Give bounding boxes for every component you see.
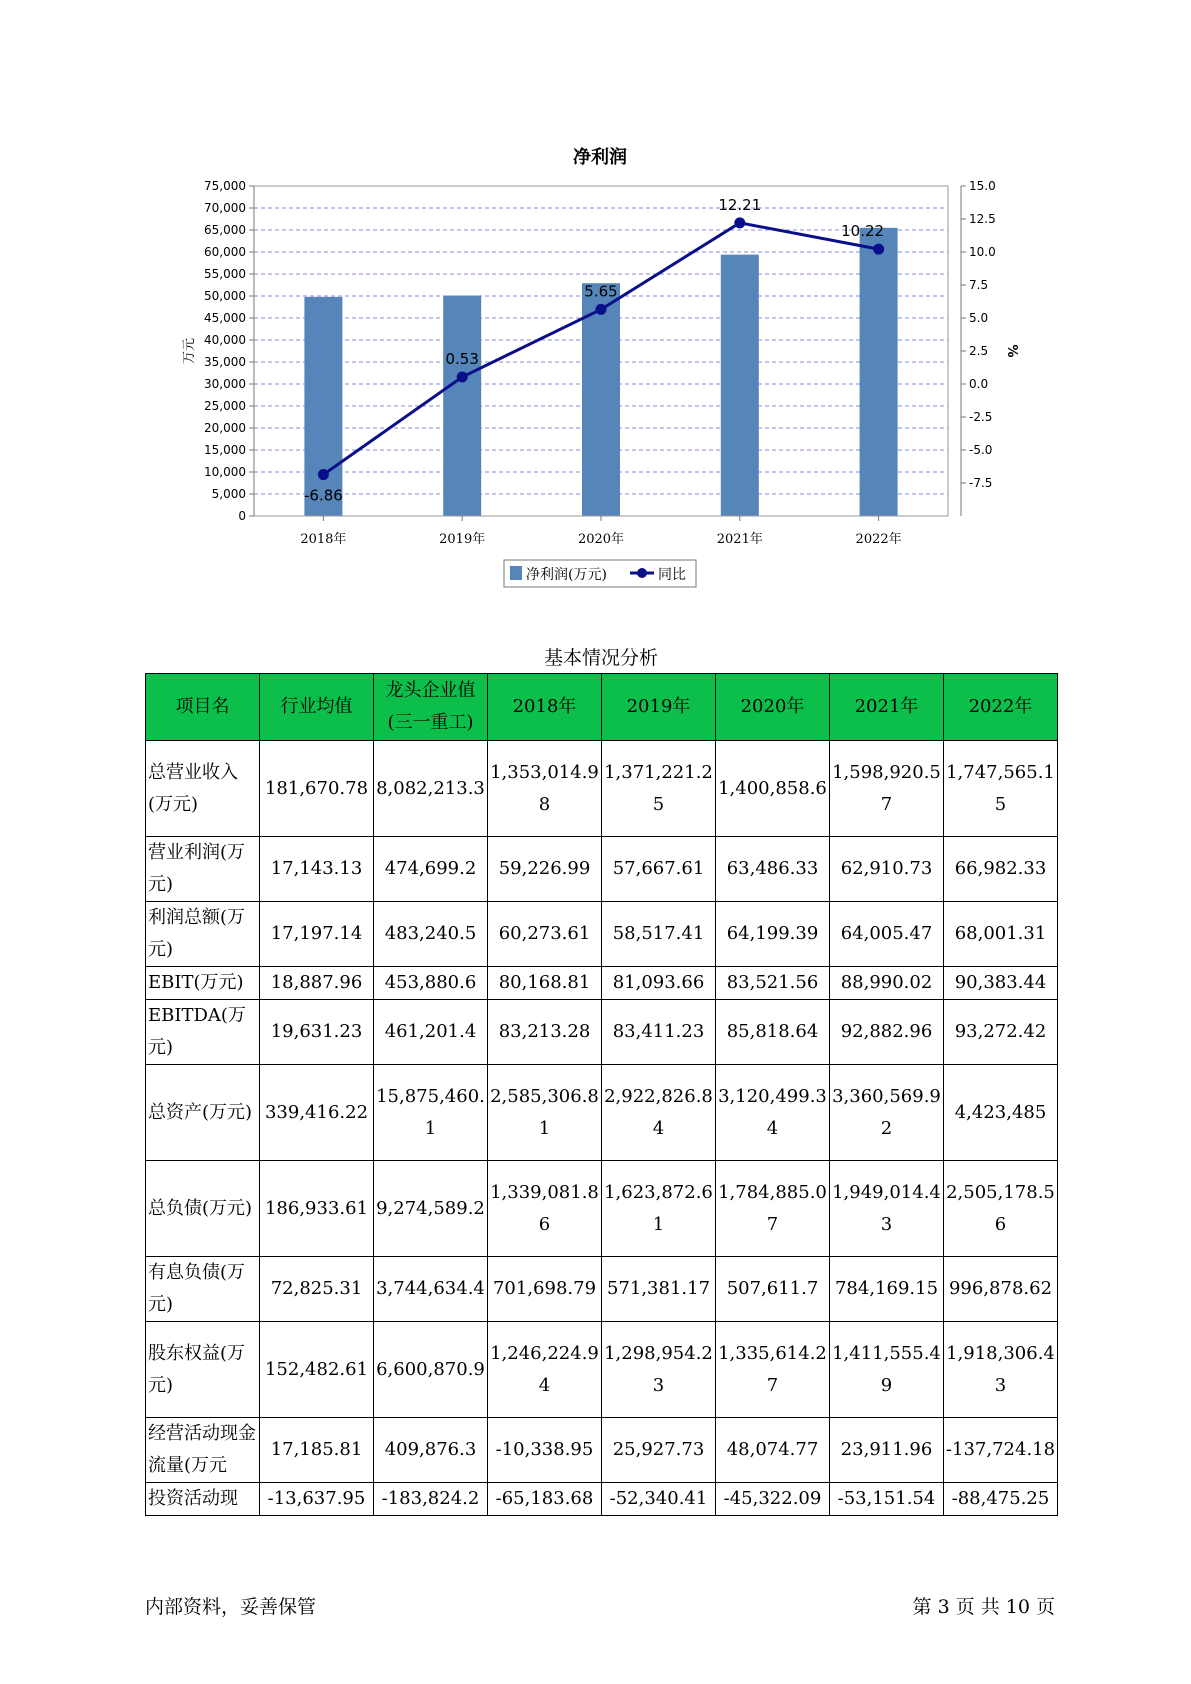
table-cell: 1,246,224.94 <box>488 1322 602 1418</box>
table-cell: 409,876.3 <box>374 1418 488 1483</box>
left-tick-label: 40,000 <box>204 333 246 347</box>
x-tick-label: 2020年 <box>577 532 625 547</box>
table-cell: 1,400,858.6 <box>716 741 830 837</box>
table-cell: 3,360,569.92 <box>830 1065 944 1161</box>
table-header-row <box>146 674 1058 741</box>
table-cell: 996,878.62 <box>944 1257 1058 1322</box>
table-cell: -183,824.2 <box>374 1483 488 1516</box>
table-cell: 57,667.61 <box>602 837 716 902</box>
table-cell: 181,670.78 <box>260 741 374 837</box>
yoy-point <box>457 372 468 383</box>
net-profit-bar <box>304 297 342 516</box>
row-label: 经营活动现金流量(万元 <box>146 1418 260 1483</box>
analysis-table <box>145 673 1058 1516</box>
table-cell: 1,784,885.07 <box>716 1161 830 1257</box>
right-tick-label: -2.5 <box>969 410 993 424</box>
net-profit-bar <box>582 283 620 516</box>
table-cell: 58,517.41 <box>602 902 716 967</box>
table-cell: 64,199.39 <box>716 902 830 967</box>
table-cell: 59,226.99 <box>488 837 602 902</box>
table-row-total-revenue <box>146 741 1058 837</box>
left-tick-label: 65,000 <box>204 223 246 237</box>
yoy-data-label: 5.65 <box>584 282 618 301</box>
table-cell: 152,482.61 <box>260 1322 374 1418</box>
table-cell: 474,699.2 <box>374 837 488 902</box>
table-cell: 93,272.42 <box>944 1000 1058 1065</box>
table-cell: 85,818.64 <box>716 1000 830 1065</box>
table-cell: 453,880.6 <box>374 967 488 1000</box>
right-tick-label: 0.0 <box>969 377 989 391</box>
table-cell: 92,882.96 <box>830 1000 944 1065</box>
x-tick-label: 2018年 <box>300 532 347 547</box>
table-cell: -13,637.95 <box>260 1483 374 1516</box>
left-tick-label: 25,000 <box>204 399 246 413</box>
table-cell: 1,598,920.57 <box>830 741 944 837</box>
footer-page-number: 第 3 页 共 10 页 <box>912 1596 1055 1618</box>
yoy-point <box>596 304 607 315</box>
table-cell: 2,585,306.81 <box>488 1065 602 1161</box>
table-cell: -65,183.68 <box>488 1483 602 1516</box>
table-row-total-profit <box>146 902 1058 967</box>
net-profit-bar <box>860 228 898 516</box>
table-cell: 3,120,499.34 <box>716 1065 830 1161</box>
left-tick-label: 10,000 <box>204 465 246 479</box>
row-label: 营业利润(万元) <box>146 837 260 902</box>
table-cell: -52,340.41 <box>602 1483 716 1516</box>
table-cell: -10,338.95 <box>488 1418 602 1483</box>
table-cell: 461,201.4 <box>374 1000 488 1065</box>
table-row-operating-cash-flow <box>146 1418 1058 1483</box>
legend-line-label: 同比 <box>658 567 686 583</box>
table-cell: 1,918,306.43 <box>944 1322 1058 1418</box>
table-cell: 1,353,014.98 <box>488 741 602 837</box>
right-tick-label: -7.5 <box>969 476 993 490</box>
table-cell: 80,168.81 <box>488 967 602 1000</box>
table-cell: 15,875,460.1 <box>374 1065 488 1161</box>
table-cell: 63,486.33 <box>716 837 830 902</box>
table-cell: 1,371,221.25 <box>602 741 716 837</box>
yoy-data-label: 12.21 <box>718 195 762 214</box>
left-tick-label: 60,000 <box>204 245 246 259</box>
table-cell: 571,381.17 <box>602 1257 716 1322</box>
table-row-ebitda <box>146 1000 1058 1065</box>
table-cell: -45,322.09 <box>716 1483 830 1516</box>
net-profit-bar <box>443 296 481 516</box>
table-cell: 17,143.13 <box>260 837 374 902</box>
row-label: EBIT(万元) <box>146 967 260 1000</box>
left-tick-label: 75,000 <box>204 179 246 193</box>
table-cell: 48,074.77 <box>716 1418 830 1483</box>
left-tick-label: 15,000 <box>204 443 246 457</box>
row-label: 有息负债(万元) <box>146 1257 260 1322</box>
yoy-point <box>318 469 329 480</box>
table-cell: 19,631.23 <box>260 1000 374 1065</box>
right-tick-label: 2.5 <box>969 344 989 358</box>
table-cell: 62,910.73 <box>830 837 944 902</box>
table-cell: 66,982.33 <box>944 837 1058 902</box>
table-cell: 17,185.81 <box>260 1418 374 1483</box>
right-tick-label: -5.0 <box>969 443 993 457</box>
yoy-data-label: 10.22 <box>841 222 885 241</box>
table-cell: 83,521.56 <box>716 967 830 1000</box>
x-tick-label: 2022年 <box>855 532 902 547</box>
header-leader-value: 龙头企业值(三一重工) <box>374 674 488 741</box>
table-cell: 339,416.22 <box>260 1065 374 1161</box>
legend-bar-swatch <box>510 566 522 580</box>
table-cell: 507,611.7 <box>716 1257 830 1322</box>
legend-line-marker <box>637 568 647 578</box>
table-cell: 72,825.31 <box>260 1257 374 1322</box>
left-tick-label: 35,000 <box>204 355 246 369</box>
legend-bar-label: 净利润(万元) <box>526 567 607 583</box>
right-tick-label: 10.0 <box>969 245 996 259</box>
table-cell: -88,475.25 <box>944 1483 1058 1516</box>
header-2020: 2020年 <box>716 674 830 741</box>
table-row-operating-profit <box>146 837 1058 902</box>
table-cell: 4,423,485 <box>944 1065 1058 1161</box>
table-cell: 1,298,954.23 <box>602 1322 716 1418</box>
table-cell: 25,927.73 <box>602 1418 716 1483</box>
left-tick-label: 50,000 <box>204 289 246 303</box>
bars <box>304 228 897 516</box>
table-cell: 3,744,634.4 <box>374 1257 488 1322</box>
left-tick-label: 5,000 <box>211 487 246 501</box>
left-tick-label: 30,000 <box>204 377 246 391</box>
table-row-interest-bearing-debt <box>146 1257 1058 1322</box>
x-tick-label: 2019年 <box>439 532 486 547</box>
right-tick-label: 12.5 <box>969 212 996 226</box>
left-tick-label: 55,000 <box>204 267 246 281</box>
row-label: EBITDA(万元) <box>146 1000 260 1065</box>
left-tick-label: 70,000 <box>204 201 246 215</box>
table-cell: 90,383.44 <box>944 967 1058 1000</box>
row-label: 总资产(万元) <box>146 1065 260 1161</box>
header-industry-average: 行业均值 <box>260 674 374 741</box>
row-label: 总营业收入(万元) <box>146 741 260 837</box>
footer-confidential: 内部资料，妥善保管 <box>145 1596 317 1618</box>
table-cell: 8,082,213.3 <box>374 741 488 837</box>
right-axis-label: % <box>1004 344 1019 358</box>
legend <box>504 560 696 587</box>
table-cell: 64,005.47 <box>830 902 944 967</box>
x-tick-label: 2021年 <box>716 532 763 547</box>
table-cell: 483,240.5 <box>374 902 488 967</box>
right-tick-label: 7.5 <box>969 278 989 292</box>
table-cell: 1,747,565.15 <box>944 741 1058 837</box>
table-cell: 1,623,872.61 <box>602 1161 716 1257</box>
table-row-investing-cash-flow <box>146 1483 1058 1516</box>
table-cell: 2,505,178.56 <box>944 1161 1058 1257</box>
table-cell: 81,093.66 <box>602 967 716 1000</box>
row-label: 总负债(万元) <box>146 1161 260 1257</box>
header-2018: 2018年 <box>488 674 602 741</box>
table-cell: 9,274,589.2 <box>374 1161 488 1257</box>
table-cell: 186,933.61 <box>260 1161 374 1257</box>
header-item-name: 项目名 <box>146 674 260 741</box>
left-tick-label: 0 <box>238 509 246 523</box>
yoy-data-label: -6.86 <box>303 486 343 505</box>
net-profit-chart <box>0 0 1191 600</box>
table-cell: 17,197.14 <box>260 902 374 967</box>
right-tick-label: 5.0 <box>969 311 989 325</box>
table-cell: 18,887.96 <box>260 967 374 1000</box>
row-label: 股东权益(万元) <box>146 1322 260 1418</box>
net-profit-bar <box>721 255 759 516</box>
table-row-total-liabilities <box>146 1161 1058 1257</box>
table-cell: 1,949,014.43 <box>830 1161 944 1257</box>
table-cell: -53,151.54 <box>830 1483 944 1516</box>
table-row-shareholders-equity <box>146 1322 1058 1418</box>
row-label: 利润总额(万元) <box>146 902 260 967</box>
table-cell: -137,724.18 <box>944 1418 1058 1483</box>
table-row-total-assets <box>146 1065 1058 1161</box>
yoy-data-label: 0.53 <box>445 350 479 369</box>
header-2022: 2022年 <box>944 674 1058 741</box>
table-cell: 2,922,826.84 <box>602 1065 716 1161</box>
table-cell: 83,411.23 <box>602 1000 716 1065</box>
table-cell: 68,001.31 <box>944 902 1058 967</box>
header-2021: 2021年 <box>830 674 944 741</box>
left-tick-label: 45,000 <box>204 311 246 325</box>
yoy-point <box>873 244 884 255</box>
table-cell: 784,169.15 <box>830 1257 944 1322</box>
table-cell: 1,339,081.86 <box>488 1161 602 1257</box>
header-2019: 2019年 <box>602 674 716 741</box>
left-tick-label: 20,000 <box>204 421 246 435</box>
table-cell: 701,698.79 <box>488 1257 602 1322</box>
table-row-ebit <box>146 967 1058 1000</box>
table-caption: 基本情况分析 <box>543 647 658 669</box>
table-cell: 60,273.61 <box>488 902 602 967</box>
row-label: 投资活动现 <box>146 1483 260 1516</box>
yoy-point <box>734 217 745 228</box>
table-cell: 88,990.02 <box>830 967 944 1000</box>
table-cell: 6,600,870.9 <box>374 1322 488 1418</box>
table-cell: 1,335,614.27 <box>716 1322 830 1418</box>
left-axis-label: 万元 <box>182 337 197 365</box>
table-cell: 23,911.96 <box>830 1418 944 1483</box>
chart-title: 净利润 <box>573 147 627 168</box>
right-tick-label: 15.0 <box>969 179 996 193</box>
table-cell: 83,213.28 <box>488 1000 602 1065</box>
table-cell: 1,411,555.49 <box>830 1322 944 1418</box>
